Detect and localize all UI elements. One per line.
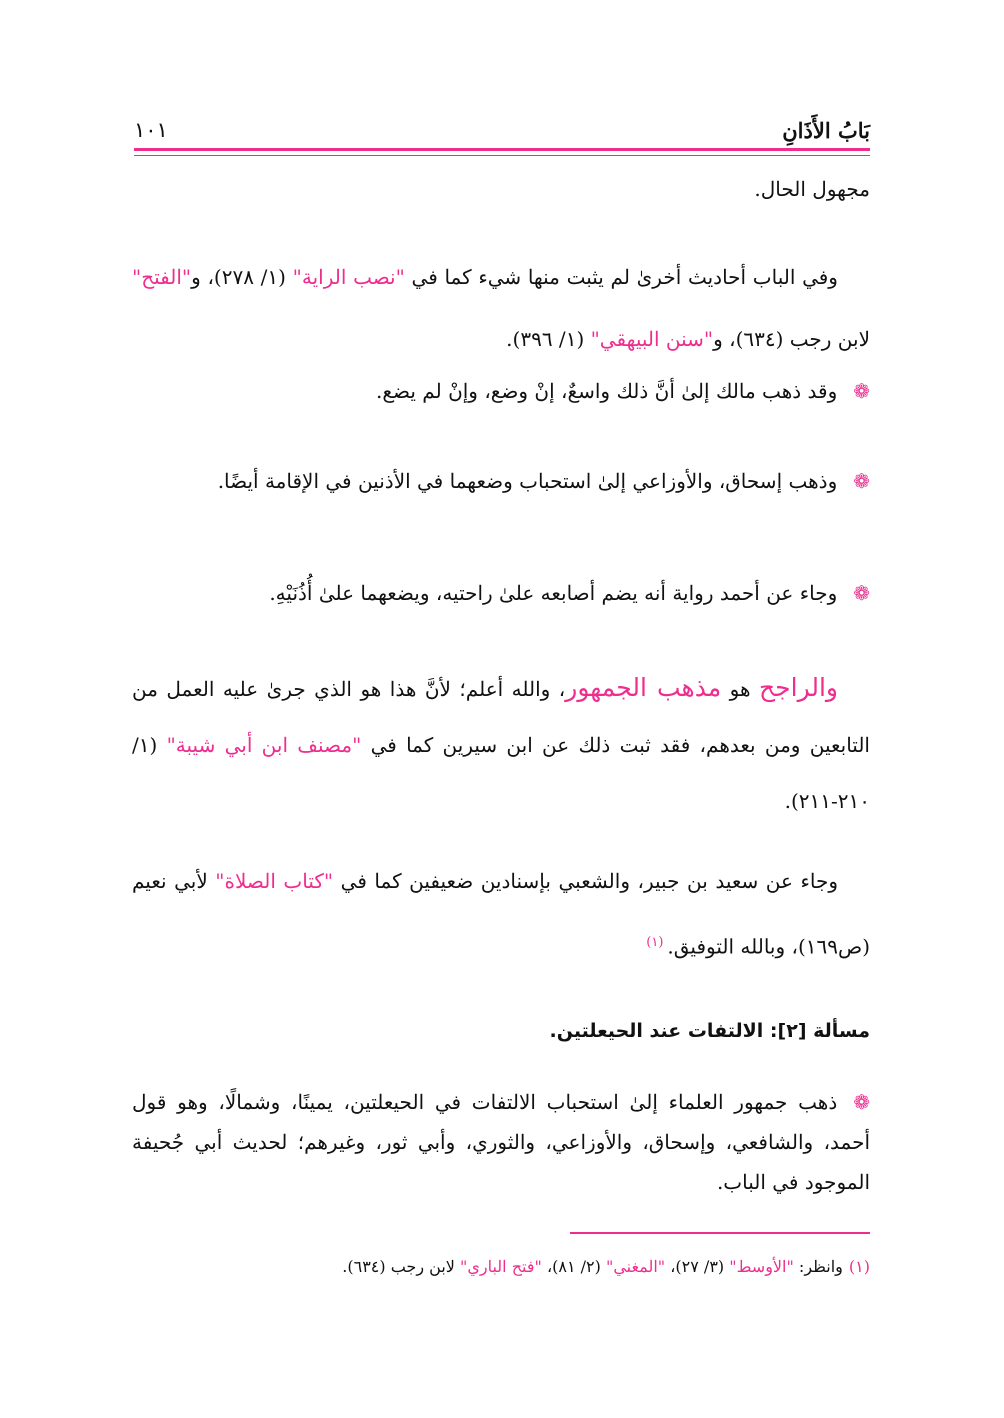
header-rule-thick <box>134 148 870 151</box>
footnote-text: (٣/ ٢٧)، <box>665 1257 730 1276</box>
paragraph-8 <box>132 1082 870 1202</box>
paragraph-text: (١/ ٢٧٨)، و <box>191 265 293 289</box>
paragraph-text: وجاء عن أحمد رواية أنه يضم أصابعه علىٰ راحتيه، ويضعهما علىٰ أُذُنَيْهِ. <box>269 581 838 605</box>
paragraph-2 <box>132 246 870 370</box>
flower-bullet-icon: ❁ <box>853 469 870 493</box>
paragraph-text: (١/ ٣٩٦). <box>506 327 591 351</box>
citation-title: "المغني" <box>605 1257 666 1276</box>
paragraph-7 <box>132 850 870 978</box>
paragraph-text: ، والله أعلم؛ لأنَّ هذا هو الذي جرىٰ عليه العمل من التابعين ومن بعدهم، فقد ثبت ذلك عن ابن سيرين كما في <box>132 677 870 757</box>
footnote-text: وانظر: <box>793 1257 843 1276</box>
header-rule-thin <box>134 155 870 156</box>
footnote-reference[interactable]: (١) <box>646 935 664 950</box>
section-heading: مسألة [٢]: الالتفات عند الحيعلتين. <box>549 1020 870 1042</box>
paragraph-text: وقد ذهب مالك إلىٰ أنَّ ذلك واسعٌ، إنْ وضع، وإنْ لم يضع. <box>376 379 838 403</box>
paragraph-text: وذهب إسحاق، والأوزاعي إلىٰ استحباب وضعهما في الأذنين في الإقامة أيضًا. <box>217 469 838 493</box>
preferred-opinion-label: والراجح <box>759 673 838 702</box>
citation-title: "الأوسط" <box>729 1257 794 1276</box>
chapter-title: بَابُ الأَذَانِ <box>782 118 870 143</box>
footnote-number: (١) <box>848 1257 870 1276</box>
paragraph-4 <box>132 450 870 512</box>
paragraph-text: هو <box>721 677 760 701</box>
paragraph-text: لأبي نعيم (ص١٦٩)، وبالله التوفيق. <box>132 869 870 959</box>
page-number: ١٠١ <box>134 118 168 142</box>
footnote-text: لابن رجب (٦٣٤). <box>342 1257 460 1276</box>
citation-title: "نصب الراية" <box>292 265 405 289</box>
paragraph-1 <box>132 176 870 202</box>
running-header <box>134 112 870 152</box>
paragraph-text: ذهب جمهور العلماء إلىٰ استحباب الالتفات في الحيعلتين، يمينًا، وشمالًا، وهو قول أحمد، والشافعي، وإسحاق، والأوزاعي، والثوري، وأبي ثور، وغيرهم؛ لحديث أبي جُحيفة الموجود في الباب. <box>132 1090 870 1194</box>
highlighted-phrase: مذهب الجمهور <box>565 673 722 702</box>
footnote-text: (٢/ ٨١)، <box>541 1257 606 1276</box>
paragraph-text: مجهول الحال. <box>754 177 870 201</box>
footnote-separator <box>570 1232 870 1234</box>
flower-bullet-icon: ❁ <box>853 1090 870 1114</box>
paragraph-text: (١/ ٢١٠-٢١١). <box>132 733 870 813</box>
paragraph-5 <box>132 580 870 606</box>
footnote <box>132 1256 870 1278</box>
citation-title: "الفتح" <box>132 265 192 289</box>
citation-title: "سنن البيهقي" <box>590 327 714 351</box>
paragraph-text: وجاء عن سعيد بن جبير، والشعبي بإسنادين ضعيفين كما في <box>333 869 839 893</box>
paragraph-6 <box>132 660 870 829</box>
flower-bullet-icon: ❁ <box>853 379 870 403</box>
paragraph-text: وفي الباب أحاديث أخرىٰ لم يثبت منها شيء كما في <box>404 265 838 289</box>
citation-title: "فتح الباري" <box>459 1257 542 1276</box>
citation-title: "مصنف ابن أبي شيبة" <box>166 733 362 757</box>
flower-bullet-icon: ❁ <box>853 581 870 605</box>
citation-title: "كتاب الصلاة" <box>215 869 334 893</box>
paragraph-3 <box>132 378 870 404</box>
paragraph-text: لابن رجب (٦٣٤)، و <box>713 327 870 351</box>
